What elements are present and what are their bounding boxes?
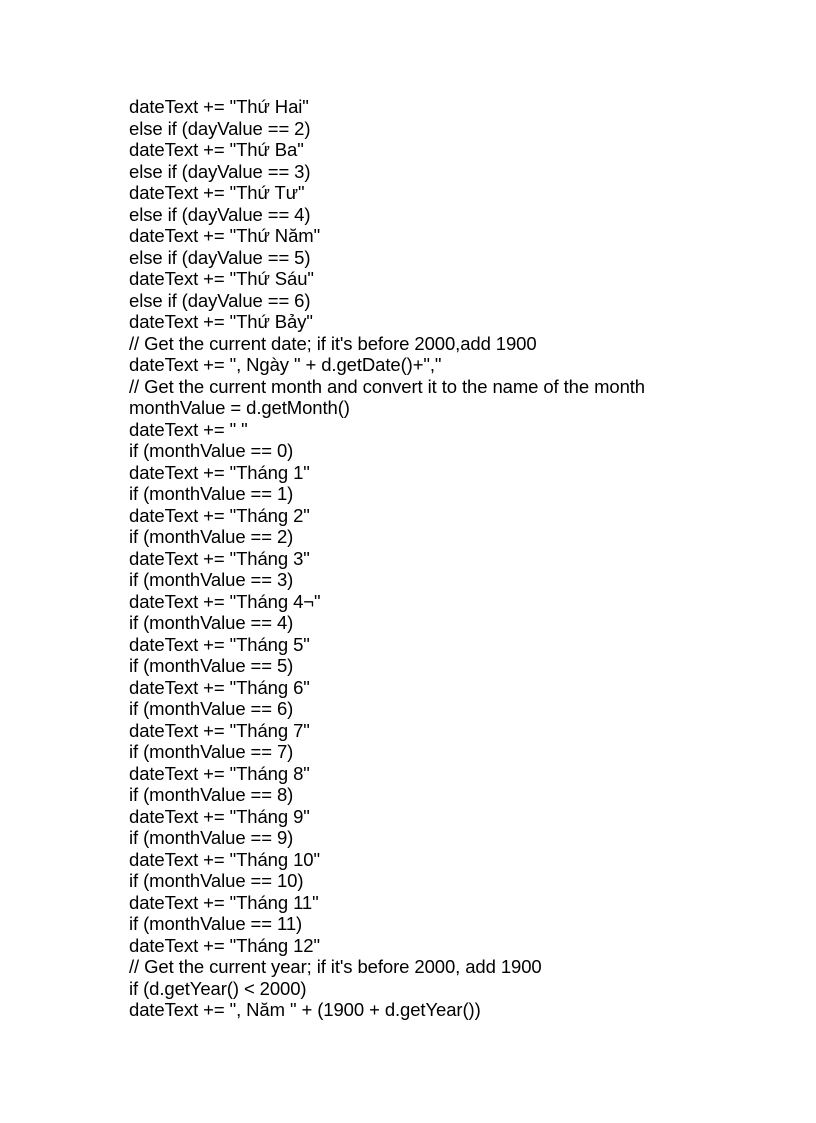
code-line: // Get the current year; if it's before 2000, add 1900 <box>129 956 542 977</box>
code-line: dateText += "Tháng 6" <box>129 676 310 698</box>
code-line: monthValue = d.getMonth() <box>129 397 350 418</box>
code-line: dateText += "Thứ Hai" <box>129 96 309 117</box>
code-line: else if (dayValue == 4) <box>129 203 311 225</box>
code-line: if (monthValue == 4) <box>129 612 294 633</box>
code-line: else if (dayValue == 2) <box>129 117 311 139</box>
code-line: dateText += "Tháng 1" <box>129 461 310 483</box>
code-line: if (monthValue == 1) <box>129 483 294 504</box>
code-line: dateText += ", Ngày " + d.getDate()+"," <box>129 354 442 375</box>
code-line: dateText += ", Năm " + (1900 + d.getYear()) <box>129 999 481 1020</box>
code-line: dateText += " " <box>129 418 248 440</box>
code-line: dateText += "Tháng 10" <box>129 848 320 870</box>
code-line: else if (dayValue == 5) <box>129 246 311 268</box>
code-line: if (monthValue == 11) <box>129 913 303 934</box>
code-line: dateText += "Tháng 12" <box>129 934 320 956</box>
code-line: dateText += "Thứ Sáu" <box>129 268 314 289</box>
code-line: dateText += "Thứ Bảy" <box>129 311 313 332</box>
code-line: dateText += "Tháng 9" <box>129 805 310 827</box>
code-line: dateText += "Tháng 7" <box>129 719 310 741</box>
code-block <box>129 96 789 1021</box>
code-line: dateText += "Tháng 11" <box>129 891 319 913</box>
code-line: else if (dayValue == 6) <box>129 289 311 311</box>
code-line: if (monthValue == 8) <box>129 784 294 805</box>
code-line: dateText += "Tháng 3" <box>129 547 310 569</box>
code-line: if (monthValue == 5) <box>129 655 294 676</box>
code-line: if (monthValue == 6) <box>129 698 294 719</box>
code-line: if (monthValue == 7) <box>129 741 294 762</box>
code-line: dateText += "Tháng 5" <box>129 633 310 655</box>
code-line: if (monthValue == 9) <box>129 827 294 848</box>
code-line: // Get the current date; if it's before 2000,add 1900 <box>129 332 537 354</box>
code-line: // Get the current month and convert it to the name of the month <box>129 375 645 397</box>
code-line: dateText += "Thứ Tư" <box>129 182 305 203</box>
code-line: dateText += "Tháng 8" <box>129 762 310 784</box>
code-line: dateText += "Tháng 4¬" <box>129 590 321 612</box>
code-line: dateText += "Thứ Ba" <box>129 139 304 160</box>
code-line: dateText += "Thứ Năm" <box>129 225 321 246</box>
code-line: if (d.getYear() < 2000) <box>129 977 307 999</box>
code-line: if (monthValue == 10) <box>129 870 304 891</box>
code-line: if (monthValue == 2) <box>129 526 294 547</box>
code-line: dateText += "Tháng 2" <box>129 504 310 526</box>
code-line: else if (dayValue == 3) <box>129 160 311 182</box>
code-line: if (monthValue == 0) <box>129 440 294 461</box>
code-line: if (monthValue == 3) <box>129 569 294 590</box>
